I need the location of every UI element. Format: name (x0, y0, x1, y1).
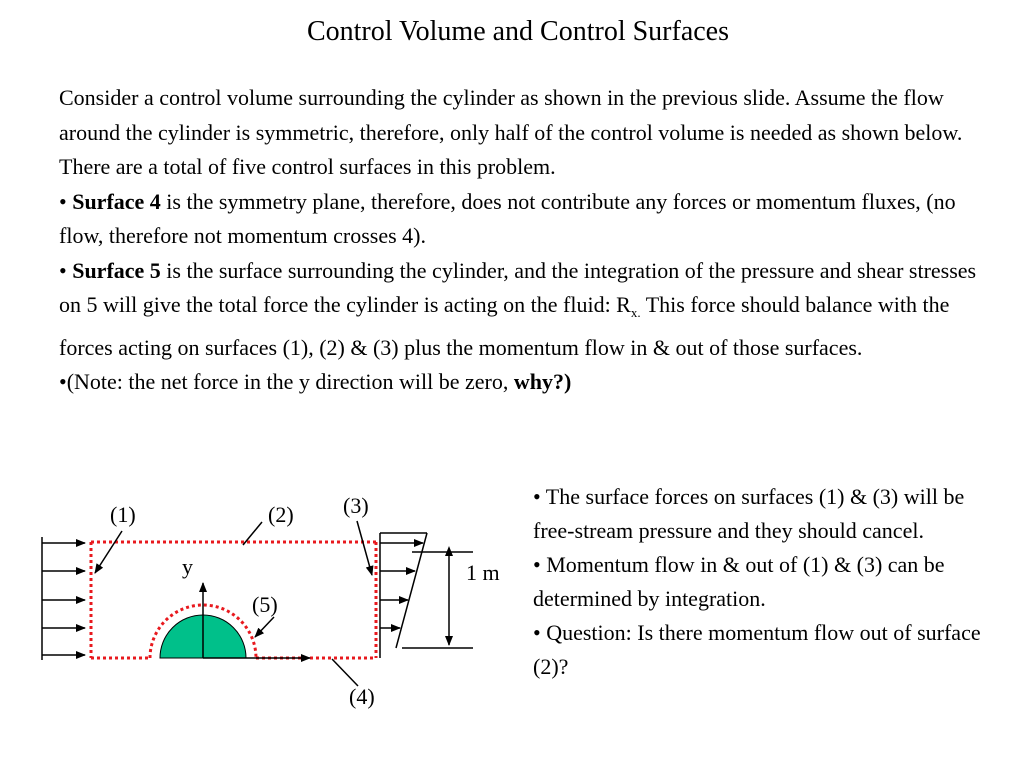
inlet-velocity-profile (42, 537, 85, 660)
leader-surface-5 (255, 617, 274, 637)
label-surface-1: (1) (110, 502, 136, 527)
note-text: •(Note: the net force in the y direction will be zero, (59, 369, 514, 394)
leader-lines (95, 521, 372, 686)
intro-paragraph: Consider a control volume surrounding the cylinder as shown in the previous slide. Assume the flow around the cylinder is symmetric, therefore, only half of the control volume is needed as shown below. There are a total of five control surfaces in this problem. (59, 85, 963, 179)
surface-4-label: Surface 4 (72, 188, 161, 214)
bullet-mark: • (59, 188, 67, 214)
side-point-3: • Question: Is there momentum flow out of surface (2)? (533, 620, 981, 679)
label-height: 1 m (466, 560, 500, 585)
height-dimension (402, 552, 473, 648)
side-point-2: • Momentum flow in & out of (1) & (3) can be determined by integration. (533, 552, 945, 611)
note-emphasis: why?) (513, 369, 572, 394)
label-surface-3: (3) (343, 493, 369, 518)
slide-title: Control Volume and Control Surfaces (306, 16, 730, 47)
surface-5-label: Surface 5 (72, 257, 161, 283)
bullet-mark: • (59, 257, 67, 283)
leader-surface-1 (95, 531, 122, 573)
surface-5-text-after: This force should balance with the forces acting on surfaces (1), (2) & (3) plus the momentum flow in & out of those surfaces. (59, 292, 950, 360)
label-surface-2: (2) (268, 502, 294, 527)
rx-subscript: x. (630, 305, 641, 320)
label-y-axis: y (182, 554, 193, 579)
label-surface-4: (4) (349, 684, 375, 709)
side-point-1: • The surface forces on surfaces (1) & (3) will be free-stream pressure and they should cancel. (533, 484, 965, 543)
surface-4-text: is the symmetry plane, therefore, does not contribute any forces or momentum fluxes, (no flow, therefore not momentum crosses 4). (59, 188, 956, 248)
label-surface-5: (5) (252, 592, 278, 617)
leader-surface-4 (332, 659, 358, 686)
surface-5-text: is the surface surrounding the cylinder, and the integration of the pressure and shear stresses on 5 will give the total force the cylinder is acting on the fluid: R (59, 257, 977, 317)
outlet-profile-slope (396, 533, 427, 648)
leader-surface-3 (357, 521, 372, 575)
